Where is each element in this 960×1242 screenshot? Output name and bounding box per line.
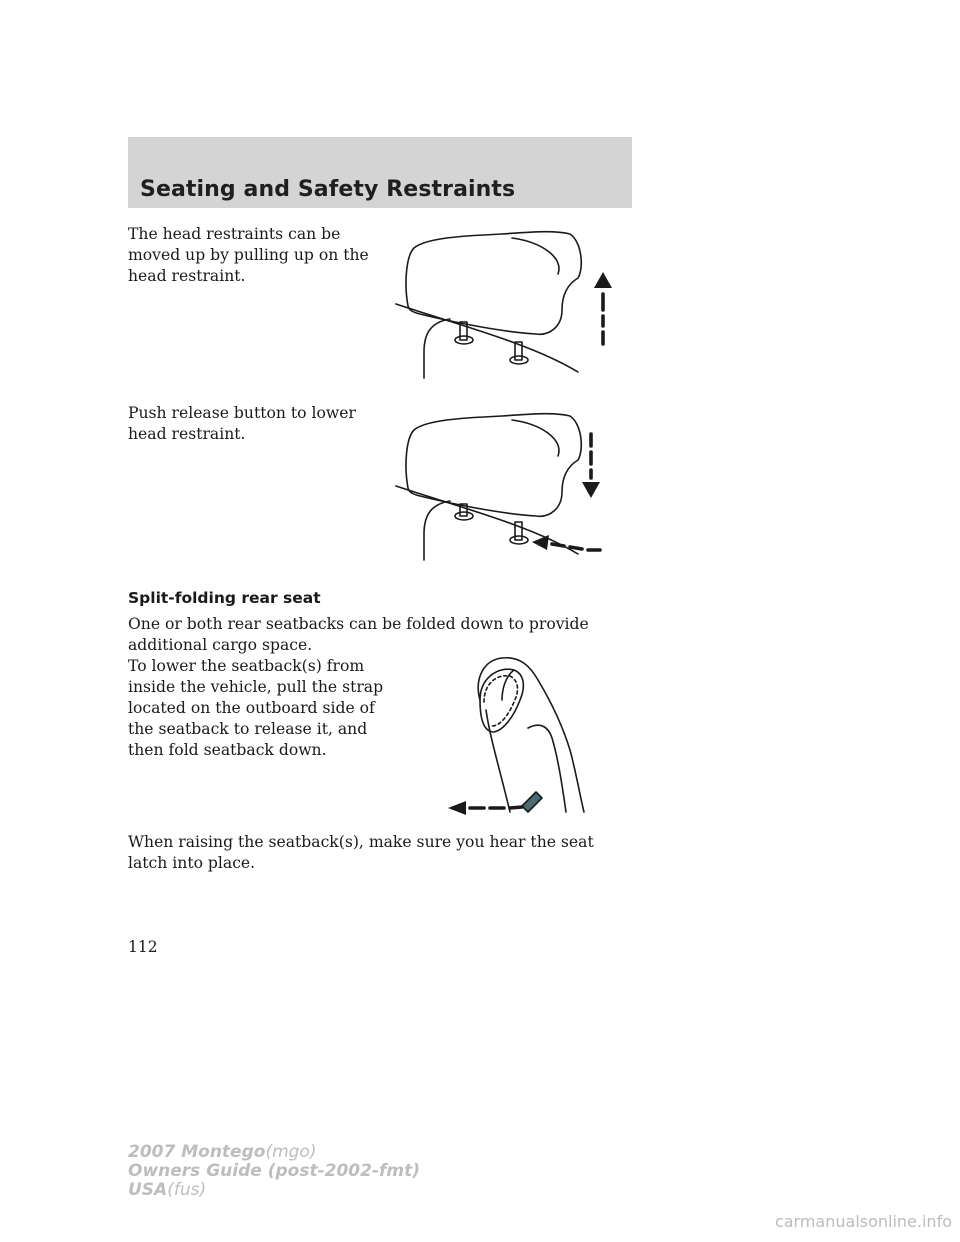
split-folding-intro: One or both rear seatbacks can be folded down to provide additional cargo space.	[128, 615, 589, 654]
head-restraint-lower-illustration	[392, 404, 622, 564]
raise-seatback-note: When raising the seatback(s), make sure you hear the seat latch into place.	[128, 833, 594, 872]
head-restraint-pad	[406, 414, 581, 517]
seatback-strap-illustration	[440, 650, 600, 822]
fold-instructions: To lower the seatback(s) from inside the vehicle, pull the strap located on the outboard side of the seatback to release it, and then fold seatback down.	[128, 657, 384, 759]
footer-region-code: (fus)	[167, 1180, 207, 1200]
arrow-down-icon	[582, 434, 600, 498]
strap-handle-icon	[522, 792, 542, 812]
footer-model: 2007 Montego	[128, 1142, 266, 1162]
head-restraint-pad	[406, 232, 581, 335]
section-header	[128, 137, 632, 208]
watermark: carmanualsonline.info	[774, 1212, 952, 1231]
page-title: Seating and Safety Restraints	[140, 177, 516, 202]
raise-instructions: The head restraints can be moved up by pulling up on the head restraint.	[128, 225, 369, 285]
split-folding-subheading: Split-folding rear seat	[128, 589, 321, 607]
footer-guide: Owners Guide (post-2002-fmt)	[128, 1161, 421, 1181]
arrow-left-icon	[448, 801, 522, 815]
head-restraint-raise-illustration	[392, 222, 622, 382]
footer-model-code: (mgo)	[265, 1142, 317, 1162]
lower-instructions: Push release button to lower head restraint.	[128, 404, 356, 443]
page-number: 112	[128, 938, 158, 956]
arrow-up-icon	[594, 272, 612, 344]
seatback-side-outline	[478, 658, 584, 812]
footer-region: USA	[128, 1180, 168, 1200]
document-footer	[128, 1143, 420, 1200]
